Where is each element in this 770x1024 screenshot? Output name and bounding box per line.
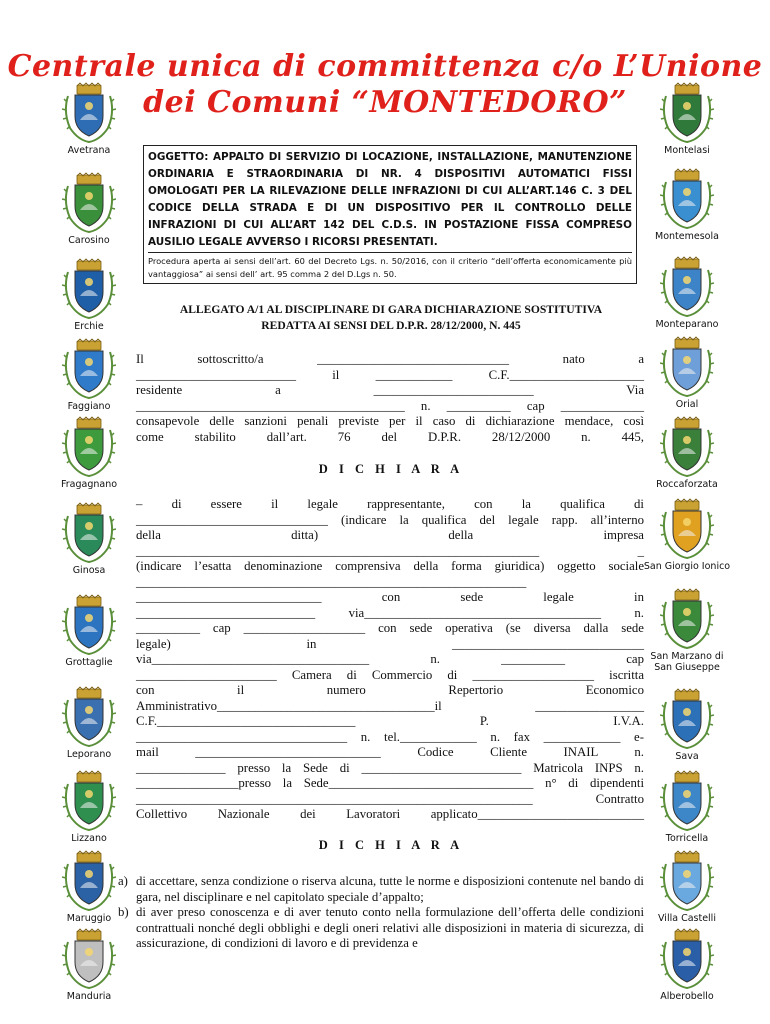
subject-object: OGGETTO: APPALTO DI SERVIZIO DI LOCAZIONE, INSTALLAZIONE, MANUTENZIONE ORDINARIA E STRAORDINARIA DI NR. 4 DISPOSITIVI AUTOMATICI FISSI OMOLOGATI PER LA RILEVAZIONE DELLE INFRAZIONI DI CUI ALL’ART.146 C. 3 DEL CODICE DELLA STRADA E DI UN DISPOSITIVO PER IL CONTROLLO DELLE INFRAZIONI DI CUI ALL’ART 142 DEL C.D.S. IN POSTAZIONE FISSA COMPRESO AUSILIO LEGALE AVVERSO I RICORSI PRESENTATI. [148,149,632,253]
attachment-heading-line1: ALLEGATO A/1 AL DISCIPLINARE DI GARA DICHIARAZIONE SOSTITUTIVA [179,303,603,316]
declare-heading-1: D I C H I A R A [318,462,464,476]
text-line: _____________________________________________________________ [136,574,527,589]
text-line: con il numero Repertorio Economico [136,683,644,697]
municipality-name: Orial [675,399,699,410]
municipality-name: Avetrana [67,145,111,156]
text-line: __________ cap ___________________ con sede operativa (se diversa dalla sede [136,621,644,635]
text-line: C.F._______________________________ P. I.V.A. [136,714,644,728]
crest-icon [660,336,714,398]
attachment-heading [136,302,646,334]
municipality-name: Montemesola [655,231,719,242]
crest-icon [62,770,116,832]
text-line: ______________________ Camera di Commercio di ___________________ iscritta [136,667,644,682]
municipality-crest [642,416,732,490]
municipality-name: San Giorgio Ionico [643,561,731,572]
crest-icon [62,338,116,400]
list-item-text: di accettare, senza condizione o riserva alcuna, tutte le norme e disposizioni contenute nel bando di gara, nel disciplinare e nel capitolato speciale d’appalto; [136,874,644,904]
declaration-paragraph [136,497,644,823]
list-item-label: b) [118,905,129,919]
text-line: come stabilito dall’art. 76 del D.P.R. 28/12/2000 n. 445, [136,429,644,444]
municipality-name: Carosino [68,235,110,246]
municipality-name: Alberobello [660,991,714,1002]
municipality-crest [44,416,134,490]
municipality-crest [642,588,732,673]
text-line: ____________________________ via_____________________________________ n. [136,605,644,620]
subject-box [143,145,637,284]
municipality-crest [642,82,732,156]
intro-paragraph [136,352,644,445]
list-item-label: a) [118,874,128,888]
crest-icon [62,172,116,234]
declaration-list [112,874,644,952]
text-line: della ditta) della impresa [136,528,644,542]
text-line: via__________________________________ n. __________ cap [136,652,644,666]
text-line: ______________________________________________________________ Contratto [136,791,644,806]
crest-icon [660,82,714,144]
text-line: ________________presso la Sede________________________________ n° di dipendenti [136,776,644,790]
text-line: – di essere il legale rappresentante, con la qualifica di [136,497,644,511]
text-line: _________________________________ n. tel.____________ n. fax ____________ e- [136,729,644,744]
crest-icon [660,850,714,912]
page-title-line1: Centrale unica di committenza c/o L’Unione [7,49,763,84]
crest-icon [62,258,116,320]
page-title-line2: dei Comuni “MONTEDORO” [143,85,627,120]
declare-heading-2: D I C H I A R A [318,838,464,852]
text-line: consapevole delle sanzioni penali previste per il caso di dichiarazione mendace, così [136,414,644,428]
municipality-name: Fragagnano [60,479,118,490]
municipality-crest [44,502,134,576]
text-line: ______________________________ (indicare la qualifica del legale rapp. all’interno [136,512,644,527]
municipality-name: Villa Castelli [658,913,716,924]
municipality-crest [44,770,134,844]
text-line: ______________ presso la Sede di _________________________ Matricola INPS n. [136,760,644,775]
municipality-crest [642,168,732,242]
crest-icon [660,168,714,230]
crest-icon [62,82,116,144]
text-line: legale) in ______________________________ [136,636,644,651]
municipality-name: Leporano [66,749,112,760]
list-item-text: di aver preso conoscenza e di aver tenuto conto nella formulazione dell’offerta delle condizioni contrattuali nonché degli obblighi e degli oneri relativi alle disposizioni in materia di sicurezza, di assicurazione, di condizioni di lavoro e di previdenza e [136,905,644,950]
municipality-crest [642,928,732,1002]
crest-icon [660,688,714,750]
municipality-crest [44,338,134,412]
crest-icon [660,770,714,832]
municipality-name: Grottaglie [65,657,113,668]
municipality-name: Manduria [66,991,112,1002]
municipality-name: Roccaforzata [656,479,718,490]
crest-icon [62,416,116,478]
text-line: Il sottoscritto/a ______________________________ nato a [136,352,644,366]
municipality-crest [44,172,134,246]
text-line: _____________________________ con sede legale in [136,590,644,604]
text-line: _______________________________________________________________ _ [136,543,644,558]
municipality-crest [44,258,134,332]
municipality-name: San Marzano di San Giuseppe [650,651,724,673]
municipality-crest [642,688,732,762]
list-item [112,905,644,952]
municipality-name: Faggiano [67,401,111,412]
municipality-name: Torricella [665,833,709,844]
text-line: mail _____________________________ Codice Cliente INAIL n. [136,745,644,759]
list-item [112,874,644,905]
crest-icon [660,498,714,560]
municipality-crest [642,498,732,572]
municipality-crest [642,850,732,924]
text-line: residente a _________________________ Via [136,383,644,397]
municipality-crest [642,770,732,844]
municipality-name: Lizzano [71,833,107,844]
text-line: Amministrativo__________________________________il _________________ [136,698,644,713]
crest-icon [660,588,714,650]
municipality-name: Erchie [74,321,104,332]
municipality-crest [44,82,134,156]
crest-icon [660,256,714,318]
crest-icon [62,850,116,912]
municipality-crest [44,594,134,668]
municipality-crest [44,686,134,760]
municipality-name: Monteparano [655,319,719,330]
crest-icon [62,686,116,748]
municipality-crest [642,256,732,330]
crest-icon [660,928,714,990]
attachment-heading-line2: REDATTA AI SENSI DEL D.P.R. 28/12/2000, N. 445 [261,319,521,332]
municipality-name: Maruggio [66,913,112,924]
subject-procedure: Procedura aperta ai sensi dell’art. 60 del Decreto Lgs. n. 50/2016, con il criterio “dell’offerta economicamente più vantaggiosa” ai sensi dell’ art. 95 comma 2 del D.Lgs n. 50. [148,256,632,279]
crest-icon [660,416,714,478]
crest-icon [62,928,116,990]
text-line: _________________________ il ____________ C.F._____________________ [136,367,644,382]
municipality-name: Sava [675,751,699,762]
crest-icon [62,502,116,564]
crest-icon [62,594,116,656]
municipality-name: Ginosa [72,565,106,576]
text-line: (indicare l’esatta denominazione comprensiva della forma giuridica) oggetto sociale [136,559,644,573]
municipality-name: Montelasi [664,145,710,156]
text-line: __________________________________________ n. __________ cap _____________ [136,398,644,413]
municipality-crest [642,336,732,410]
text-line: Collettivo Nazionale dei Lavoratori applicato__________________________ [136,807,644,821]
